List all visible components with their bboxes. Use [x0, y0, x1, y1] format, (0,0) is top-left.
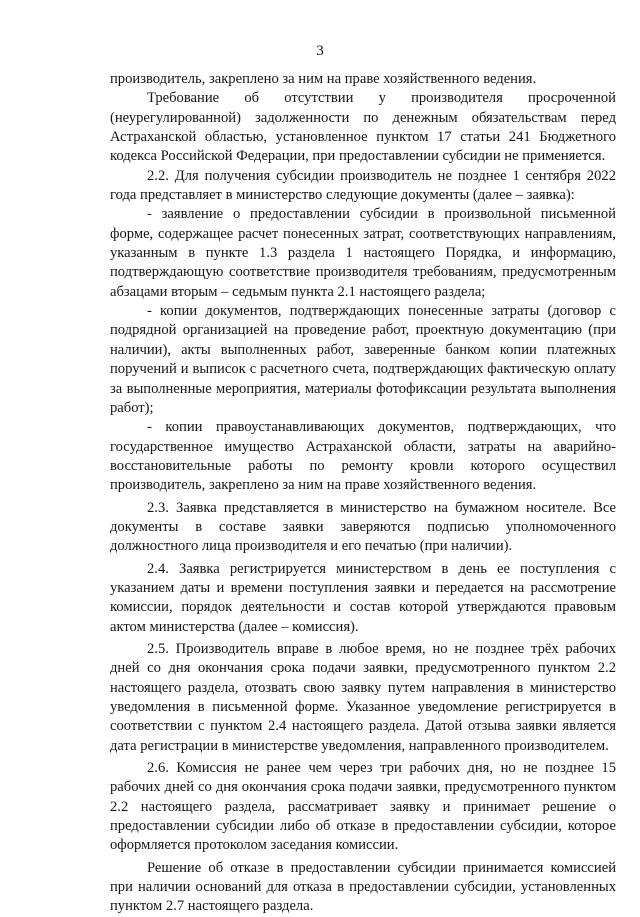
list-item-application: - заявление о предоставлении субсидии в произвольной письменной форме, содержащее расчет понесенных затрат, соответствующих направлениям, указанным в пункте 1.3 раздела 1 настоящего Порядка, и информацию, подтверждающую соответствие производителя требованиям, предусмотренным абзацами вторым – седьмым пункта 2.1 настоящего раздела;: [110, 206, 616, 300]
list-item-title-documents: - копии правоустанавливающих документов, подтверждающих, что государственное имущество Астраханской области, затраты на аварийно-восстановительные работы по ремонту кровли которого осуществил производитель, закреплено за ним на праве хозяйственного ведения.: [110, 419, 616, 494]
paragraph-2-4: 2.4. Заявка регистрируется министерством в день ее поступления с указанием даты и времени поступления заявки и передается на рассмотрение комиссии, порядок деятельности и состав которой утверждаются правовым актом министерства (далее – комиссия).: [110, 560, 616, 635]
paragraph-2-6: 2.6. Комиссия не ранее чем через три рабочих дня, но не позднее 15 рабочих дней со дня окончания срока подачи заявки, предусмотренного пунктом 2.2 настоящего раздела, рассматривает заявку и принимает решение о предоставлении субсидии либо об отказе в предоставлении субсидии, которое оформляется протоколом заседания комиссии.: [110, 760, 616, 854]
page-number: 3: [316, 43, 324, 59]
paragraph-2-5: 2.5. Производитель вправе в любое время, но не позднее трёх рабочих дней со дня окончания срока подачи заявки, предусмотренного пунктом 2.2 настоящего раздела, отозвать свою заявку путем направления в министерство уведомления в письменной форме. Указанное уведомление регистрируется в соответствии с пунктом 2.4 настоящего раздела. Датой отзыва заявки является дата регистрации в министерстве уведомления, направленного производителем.: [110, 640, 616, 754]
paragraph-refusal-decision: Решение об отказе в предоставлении субсидии принимается комиссией при наличии оснований для отказа в предоставлении субсидии, установленных пунктом 2.7 настоящего раздела.: [110, 859, 616, 915]
paragraph-2-3: 2.3. Заявка представляется в министерство на бумажном носителе. Все документы в составе заявки заверяются подписью уполномоченного должностного лица производителя и его печатью (при наличии).: [110, 499, 616, 555]
document-body: [110, 70, 616, 917]
paragraph-2-2: 2.2. Для получения субсидии производитель не позднее 1 сентября 2022 года представляет в министерство следующие документы (далее – заявка):: [110, 167, 616, 204]
paragraph-debt-requirement: Требование об отсутствии у производителя просроченной (неурегулированной) задолженности по денежным обязательствам перед Астраханской областью, установленное пунктом 17 статьи 241 Бюджетного кодекса Российской Федерации, при предоставлении субсидии не применяется.: [110, 90, 616, 165]
paragraph-continuation: производитель, закреплено за ним на праве хозяйственного ведения.: [110, 71, 537, 87]
list-item-expense-documents: - копии документов, подтверждающих понесенные затраты (договор с подрядной организацией на проведение работ, проектную документацию (при наличии), акты выполненных работ, заверенные банком копии платежных поручений и выписок с расчетного счета, подтверждающих фактическую оплату за выполненные мероприятия, материалы фотофиксации результата выполнения работ);: [110, 303, 616, 416]
